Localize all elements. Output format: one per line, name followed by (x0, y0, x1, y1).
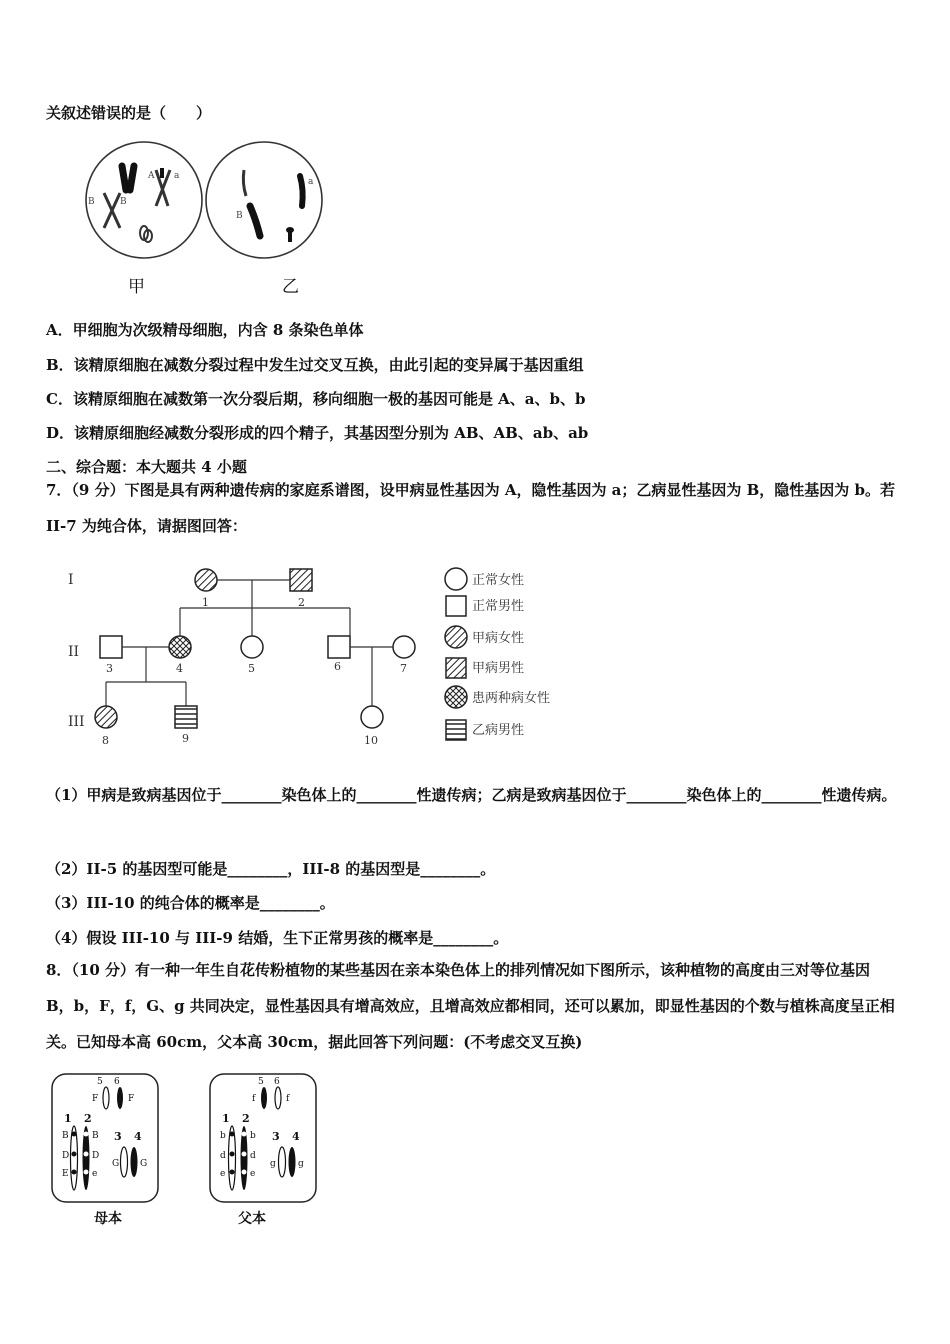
ped-num-10: 10 (364, 734, 378, 747)
f-num-2: 2 (242, 1112, 250, 1125)
ped-num-9: 9 (182, 732, 189, 745)
legend-normal-male: 正常男性 (472, 599, 525, 614)
svg-text:B: B (236, 211, 243, 221)
m-gene-c3: G (112, 1159, 120, 1169)
ped-num-5: 5 (248, 662, 255, 675)
f-gene-c5: f (252, 1094, 256, 1104)
f-gene-c4: g (298, 1159, 304, 1169)
m-gene-c1-0: B (62, 1131, 69, 1141)
m-gene-c2-2: e (92, 1169, 98, 1179)
q8-mother-label: 母本 (94, 1211, 122, 1227)
f-num-4: 4 (292, 1130, 300, 1143)
svg-text:A: A (148, 171, 155, 181)
svg-text:a: a (308, 177, 314, 187)
m-gene-c5: F (92, 1094, 99, 1104)
legend-both-female: 患两种病女性 (472, 691, 551, 706)
section2-heading: 二、综合题：本大题共 4 小题 (46, 458, 247, 476)
f-gene-c3: g (270, 1159, 276, 1169)
f-num-6: 6 (274, 1077, 280, 1087)
svg-text:a: a (174, 171, 180, 181)
q8-stem: 8．（10 分）有一种一年生自花传粉植物的某些基因在亲本染色体上的排列情况如下图所示，该种植物的高度由三对等位基因 B，b，F，f，G、g 共同决定，显性基因具有增高效应，且增高效应都相同，还可以累加，即显性基因的个数与植株高度呈正相关。已知母本高 60cm，父本高 30cm，据此回答下列问题：(不考虑交叉互换) (46, 961, 895, 1051)
q6-option-c: C．该精原细胞在减数第一次分裂后期，移向细胞一极的基因可能是 A、a、b、b (46, 390, 586, 408)
m-gene-c1-2: E (62, 1169, 69, 1179)
ped-num-4: 4 (176, 662, 183, 675)
q7-subq4: （4）假设 III-10 与 III-9 结婚，生下正常男孩的概率是________。 (46, 929, 509, 947)
ped-num-8: 8 (102, 734, 109, 747)
f-gene-c2-2: e (250, 1169, 256, 1179)
ped-num-2: 2 (298, 596, 305, 609)
svg-text:B: B (88, 197, 95, 207)
ped-num-3: 3 (106, 662, 113, 675)
q8-mother-chromosomes (50, 1072, 162, 1206)
m-gene-c2-0: B (92, 1131, 99, 1141)
m-num-1: 1 (64, 1112, 72, 1125)
ped-num-6: 6 (334, 660, 341, 673)
m-gene-c2-1: D (92, 1151, 100, 1161)
m-gene-c6: F (128, 1094, 135, 1104)
q6-option-b: B．该精原细胞在减数分裂过程中发生过交叉互换，由此引起的变异属于基因重组 (46, 356, 584, 374)
q7-subq2: （2）II-5 的基因型可能是________，III-8 的基因型是________。 (46, 860, 496, 878)
q7-subq3: （3）III-10 的纯合体的概率是________。 (46, 894, 335, 912)
q6-option-a: A．甲细胞为次级精母细胞，内含 8 条染色单体 (46, 321, 364, 339)
gen-label-iii: III (68, 714, 85, 730)
f-gene-c1-1: d (220, 1151, 226, 1161)
legend-jia-female: 甲病女性 (472, 631, 525, 646)
f-num-3: 3 (272, 1130, 280, 1143)
ped-num-1: 1 (202, 596, 209, 609)
q6-option-d: D．该精原细胞经减数分裂形成的四个精子，其基因型分别为 AB、AB、ab、ab (46, 424, 589, 442)
q6-stem-tail: 关叙述错误的是（ ） (46, 104, 212, 122)
f-gene-c2-1: d (250, 1151, 256, 1161)
q7-subq1: （1）甲病是致病基因位于________染色体上的________性遗传病；乙病是致病基因位于________染色体上的________性遗传病。 (46, 786, 897, 804)
m-num-3: 3 (114, 1130, 122, 1143)
cell-yi-label: 乙 (282, 277, 299, 297)
legend-normal-female: 正常女性 (472, 573, 525, 588)
m-num-6: 6 (114, 1077, 120, 1087)
q7-pedigree (60, 562, 600, 752)
f-num-5: 5 (258, 1077, 264, 1087)
legend-yi-male: 乙病男性 (472, 723, 525, 738)
svg-text:B: B (120, 197, 127, 207)
f-gene-c1-2: e (220, 1169, 226, 1179)
m-num-4: 4 (134, 1130, 142, 1143)
m-gene-c1-1: D (62, 1151, 70, 1161)
m-gene-c4: G (140, 1159, 148, 1169)
q8-father-label: 父本 (238, 1211, 266, 1227)
f-gene-c2-0: b (250, 1131, 256, 1141)
gen-label-ii: II (68, 644, 80, 660)
cell-jia-label: 甲 (128, 277, 145, 297)
gen-label-i: I (68, 572, 74, 588)
q8-father-chromosomes (208, 1072, 320, 1206)
f-num-1: 1 (222, 1112, 230, 1125)
legend-jia-male: 甲病男性 (472, 661, 525, 676)
f-gene-c6: f (286, 1094, 290, 1104)
f-gene-c1-0: b (220, 1131, 226, 1141)
q7-stem: 7．（9 分）下图是具有两种遗传病的家庭系谱图，设甲病显性基因为 A，隐性基因为 a；乙病显性基因为 B，隐性基因为 b。若 II-7 为纯合体，请据图回答： (46, 481, 896, 535)
m-num-2: 2 (84, 1112, 92, 1125)
ped-num-7: 7 (400, 662, 407, 675)
m-num-5: 5 (97, 1077, 103, 1087)
